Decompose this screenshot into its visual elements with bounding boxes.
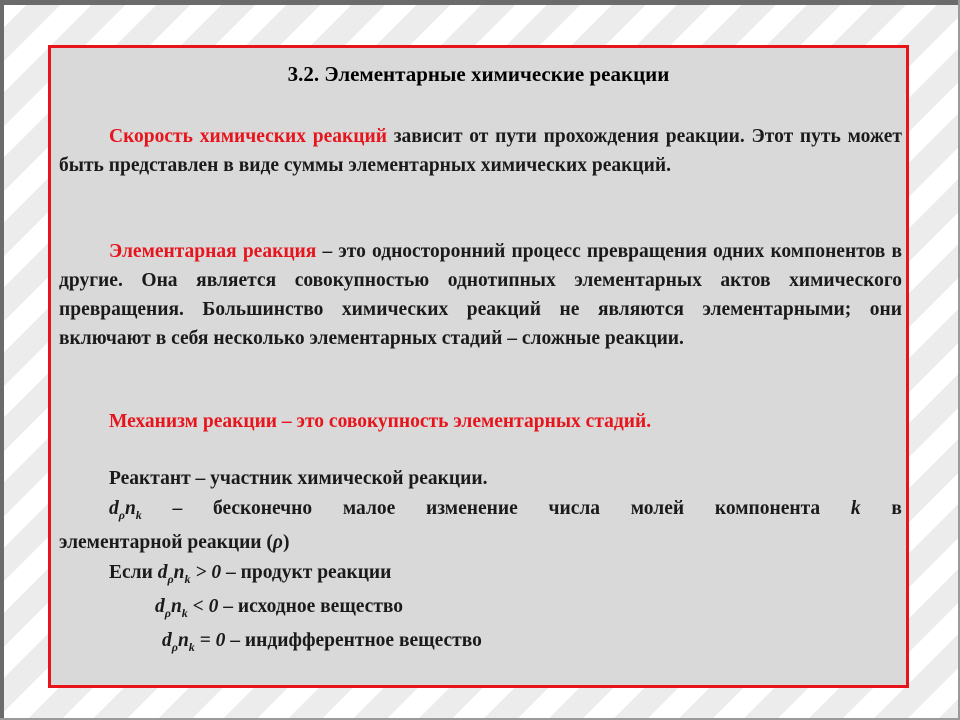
condition-initial-substance: $d_\rho n_k < 0$ – исходное вещество (155, 596, 404, 620)
dn-definition-line (109, 498, 902, 523)
dn-word: малое (342, 498, 396, 519)
paragraph-elementary-reaction (59, 237, 902, 353)
slide-frame-left (0, 0, 4, 720)
slide-title: 3.2. Элементарные химические реакции (287, 62, 670, 86)
dn-symbol: $d_\rho n_k$ (109, 498, 142, 522)
dn-symbol: $d_\rho n_k > 0$ (157, 562, 222, 586)
dn-definition-line-2: элементарной реакции (ρ) (59, 532, 290, 553)
dn-word: – (172, 498, 183, 519)
dn-var-k: k (850, 498, 861, 519)
dn-word: молей (630, 498, 685, 519)
condition-product: Если $d_\rho n_k > 0$ – продукт реакции (109, 562, 392, 586)
rho-symbol: ρ (272, 532, 283, 553)
dn-word: в (891, 498, 902, 519)
dn-word: бесконечно (212, 498, 313, 519)
condition-indifferent-substance: $d_\rho n_k = 0$ – индифферентное вещество (162, 630, 482, 654)
reactant-definition: Реактант – участник химической реакции. (109, 468, 488, 489)
term-elementary-reaction: Элементарная реакция (109, 241, 317, 262)
dn-symbol: $d_\rho n_k < 0$ (155, 596, 219, 620)
slide-content-box (48, 45, 909, 688)
slide-frame-top (0, 0, 960, 5)
dn-word: изменение (426, 498, 518, 519)
dn-word: компонента (714, 498, 821, 519)
dn-symbol: $d_\rho n_k = 0$ (162, 630, 226, 654)
dn-word: числа (548, 498, 601, 519)
term-reaction-rate: Скорость химических реакций (109, 126, 387, 147)
paragraph-elementary-reaction-text: – это односторонний процесс превращения одних компонентов в другие. Она является совокупностью однотипных элементарных актов химического превращения. Большинство химических реакций не являются элементарными; они включают в себя несколько элементарных стадий – сложные реакции. (59, 241, 902, 349)
mechanism-definition: Механизм реакции – это совокупность элементарных стадий. (109, 411, 652, 432)
paragraph-reaction-rate (59, 122, 902, 180)
paragraph-reaction-rate-text: зависит от пути прохождения реакции. Этот путь может быть представлен в виде суммы элементарных химических реакций. (59, 126, 902, 176)
